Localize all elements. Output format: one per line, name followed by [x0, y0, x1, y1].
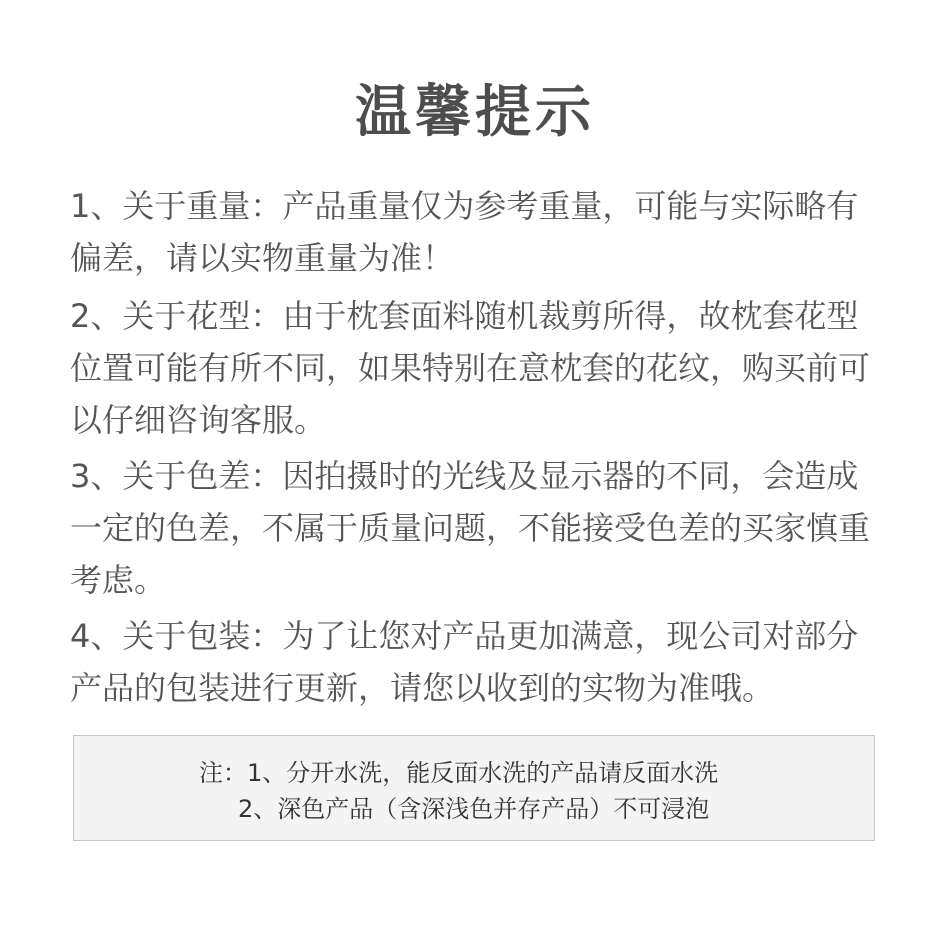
tip-packaging: 4、关于包装：为了让您对产品更加满意，现公司对部分产品的包装进行更新，请您以收到的实物为准哦。 [70, 617, 859, 707]
tip-color-difference: 3、关于色差：因拍摄时的光线及显示器的不同，会造成一定的色差，不属于质量问题，不能接受色差的买家慎重考虑。 [70, 457, 871, 599]
wash-note-line-1: 注：1、分开水洗，能反面水洗的产品请反面水洗 [199, 759, 719, 787]
page-title: 温馨提示 [355, 80, 595, 145]
tip-pattern: 2、关于花型：由于枕套面料随机裁剪所得，故枕套花型位置可能有所不同，如果特别在意枕套的花纹，购买前可以仔细咨询客服。 [70, 297, 871, 439]
wash-note-box [73, 735, 875, 841]
tip-weight: 1、关于重量：产品重量仅为参考重量，可能与实际略有偏差，请以实物重量为准！ [70, 187, 859, 277]
wash-note-line-2: 2、深色产品（含深浅色并存产品）不可浸泡 [238, 795, 710, 823]
